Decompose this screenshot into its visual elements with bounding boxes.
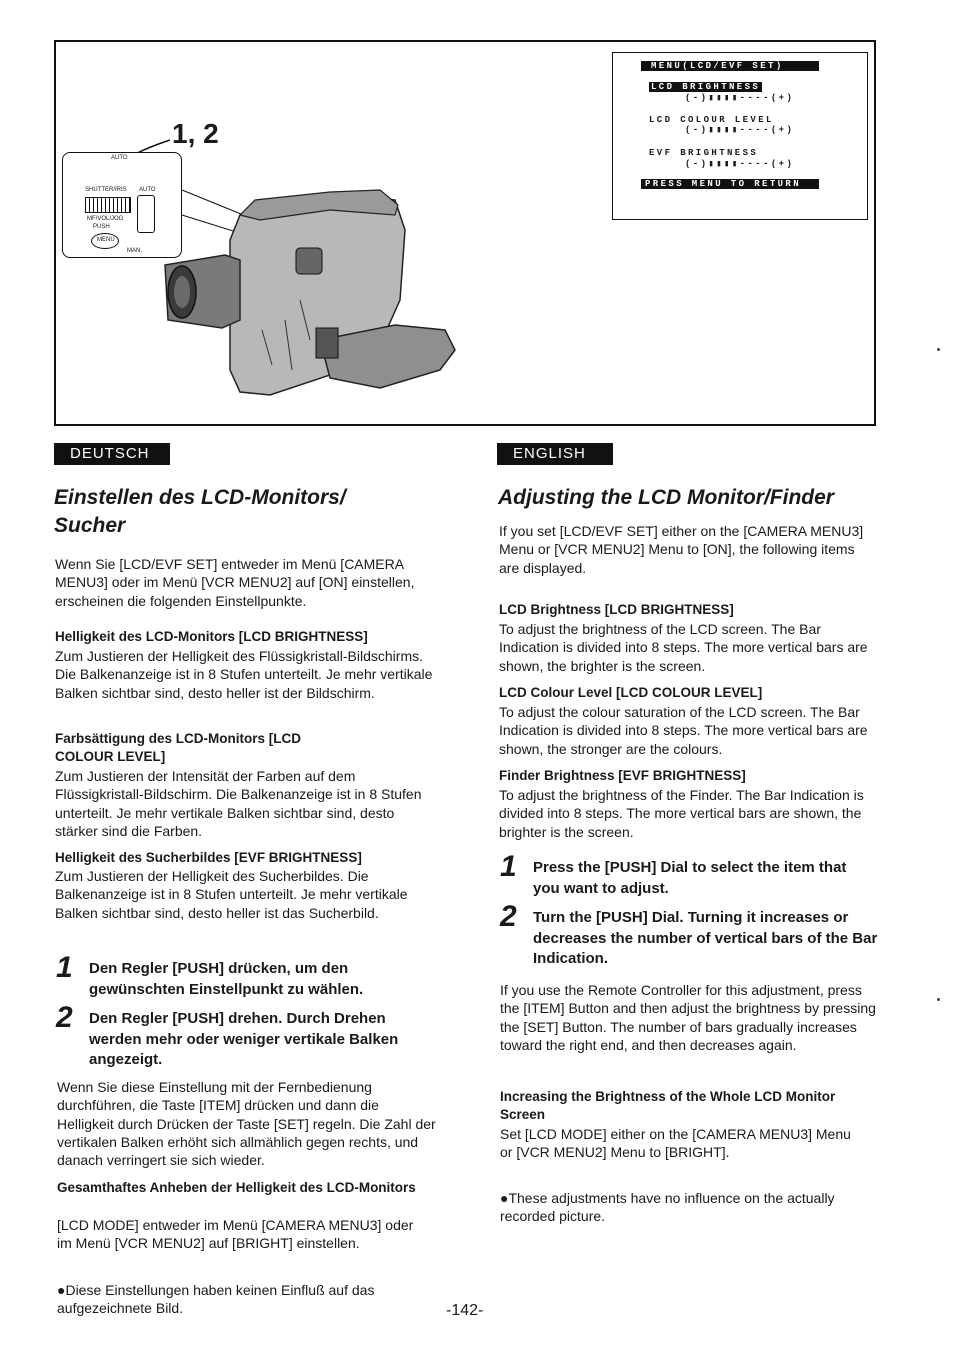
control-inset: [62, 152, 182, 258]
subhead-evf-brightness-de: Helligkeit des Sucherbildes [EVF BRIGHTNESS]: [55, 850, 362, 865]
page-number: -142-: [446, 1302, 484, 1319]
inset-label-shutter-iris: SHUTTER/IRIS: [85, 187, 127, 193]
step-number-1-en: 1: [500, 850, 517, 883]
inset-label-man: MAN.: [127, 248, 142, 254]
inset-label-mf-vol-jog: MF/VOL/JOG: [87, 216, 124, 222]
remote-note-en: If you use the Remote Controller for this adjustment, press the [ITEM] Button and then adjust the brightness by pressing the [SET] Button. The number of bars gradually increases toward the right end, and then decreases again.: [500, 982, 876, 1053]
subhead-lcd-colour-de: Farbsättigung des LCD-Monitors [LCD COLOUR LEVEL]: [55, 731, 301, 764]
menu-item-lcd-colour-level-bar: (-)▮▮▮▮----(+): [685, 125, 795, 135]
menu-item-evf-brightness-bar: (-)▮▮▮▮----(+): [685, 159, 795, 169]
menu-item-evf-brightness: EVF BRIGHTNESS: [649, 148, 759, 158]
language-tab-deutsch: DEUTSCH: [54, 443, 170, 465]
subhead-evf-brightness-en: Finder Brightness [EVF BRIGHTNESS]: [499, 768, 746, 783]
scan-mark: [937, 998, 940, 1001]
body-evf-brightness-en: To adjust the brightness of the Finder. The Bar Indication is divided into 8 steps. The more vertical bars are shown, the brighter is the screen.: [499, 787, 864, 840]
step-text-2-de: Den Regler [PUSH] drehen. Durch Drehen werden mehr oder weniger vertikale Balken angezeigt.: [89, 1010, 399, 1068]
body-lcd-brightness-en: To adjust the brightness of the LCD screen. The Bar Indication is divided into 8 steps. The more vertical bars are shown, the brighter is the screen.: [499, 621, 868, 674]
body-evf-brightness-de: Zum Justieren der Helligkeit des Sucherbildes. Die Balkenanzeige ist in 8 Stufen unterteilt. Je mehr vertikale Balken sichtbar sind, desto heller ist das Sucherbild.: [55, 868, 408, 921]
menu-screen-footer: PRESS MENU TO RETURN: [641, 179, 819, 189]
section-title-english: Adjusting the LCD Monitor/Finder: [498, 486, 834, 509]
intro-deutsch: Wenn Sie [LCD/EVF SET] entweder im Menü [CAMERA MENU3] oder im Menü [VCR MENU2] auf [ON] einstellen, erscheinen die folgenden Einstellpunkte.: [55, 556, 415, 609]
jog-dial-icon: [85, 197, 131, 213]
subhead-lcd-mode-de: Gesamthaftes Anheben der Helligkeit des LCD-Monitors: [57, 1180, 416, 1195]
step-number-2-de: 2: [56, 1001, 73, 1034]
scan-mark: [937, 348, 940, 351]
subhead-lcd-brightness-de: Helligkeit des LCD-Monitors [LCD BRIGHTNESS]: [55, 629, 368, 644]
step-callout: 1, 2: [172, 118, 219, 149]
body-lcd-mode-de: [LCD MODE] entweder im Menü [CAMERA MENU3] oder im Menü [VCR MENU2] auf [BRIGHT] einstellen.: [57, 1217, 414, 1252]
subhead-lcd-brightness-en: LCD Brightness [LCD BRIGHTNESS]: [499, 602, 734, 617]
footnote-en: ●These adjustments have no influence on the actually recorded picture.: [500, 1190, 835, 1225]
inset-label-push: PUSH: [93, 224, 110, 230]
inset-label-menu: MENU: [97, 237, 115, 243]
body-lcd-colour-de: Zum Justieren der Intensität der Farben auf dem Flüssigkristall-Bildschirm. Die Balkenanzeige ist in 8 Stufen unterteilt. Je mehr vertikale Balken sichtbar sind, desto stärker sind die Farben.: [55, 768, 422, 839]
section-title-deutsch: Einstellen des LCD-Monitors/ Sucher: [54, 486, 346, 537]
step-number-1-de: 1: [56, 951, 73, 984]
subhead-lcd-mode-en: Increasing the Brightness of the Whole LCD Monitor Screen: [500, 1089, 836, 1122]
step-number-2-en: 2: [500, 900, 517, 933]
menu-screen-title: MENU(LCD/EVF SET): [641, 61, 819, 71]
inset-label-auto: AUTO: [111, 155, 128, 161]
step-text-2-en: Turn the [PUSH] Dial. Turning it increases or decreases the number of vertical bars of the Bar Indication.: [533, 909, 878, 967]
body-lcd-brightness-de: Zum Justieren der Helligkeit des Flüssigkristall-Bildschirms. Die Balkenanzeige ist in 8 Stufen unterteilt. Je mehr vertikale Balken sichtbar sind, desto heller ist der Bildschirm.: [55, 648, 433, 701]
menu-screen: [612, 52, 868, 220]
remote-note-de: Wenn Sie diese Einstellung mit der Fernbedienung durchführen, die Taste [ITEM] drücken und dann die Helligkeit durch Drücken der Taste [SET] regeln. Die Zahl der vertikalen Balken erhöht sich allmählich gegen rechts, und danach verringert sie sich wieder.: [57, 1079, 436, 1169]
language-tab-english: ENGLISH: [497, 443, 613, 465]
body-lcd-mode-en: Set [LCD MODE] either on the [CAMERA MENU3] Menu or [VCR MENU2] Menu to [BRIGHT].: [500, 1126, 851, 1161]
menu-item-lcd-brightness: LCD BRIGHTNESS: [651, 82, 761, 92]
inset-label-auto-right: AUTO: [139, 187, 156, 193]
menu-item-lcd-colour-level: LCD COLOUR LEVEL: [649, 115, 774, 125]
auto-man-switch-icon: [137, 195, 155, 233]
step-text-1-de: Den Regler [PUSH] drücken, um den gewünschten Einstellpunkt zu wählen.: [89, 960, 364, 998]
subhead-lcd-colour-en: LCD Colour Level [LCD COLOUR LEVEL]: [499, 685, 763, 700]
intro-english: If you set [LCD/EVF SET] either on the [CAMERA MENU3] Menu or [VCR MENU2] Menu to [ON], the following items are displayed.: [499, 523, 864, 576]
menu-item-lcd-brightness-bar: (-)▮▮▮▮----(+): [685, 93, 795, 103]
step-text-1-en: Press the [PUSH] Dial to select the item that you want to adjust.: [533, 859, 847, 897]
body-lcd-colour-en: To adjust the colour saturation of the LCD screen. The Bar Indication is divided into 8 steps. The more vertical bars are shown, the stronger are the colours.: [499, 704, 868, 757]
footnote-de: ●Diese Einstellungen haben keinen Einfluß auf das aufgezeichnete Bild.: [57, 1282, 375, 1317]
